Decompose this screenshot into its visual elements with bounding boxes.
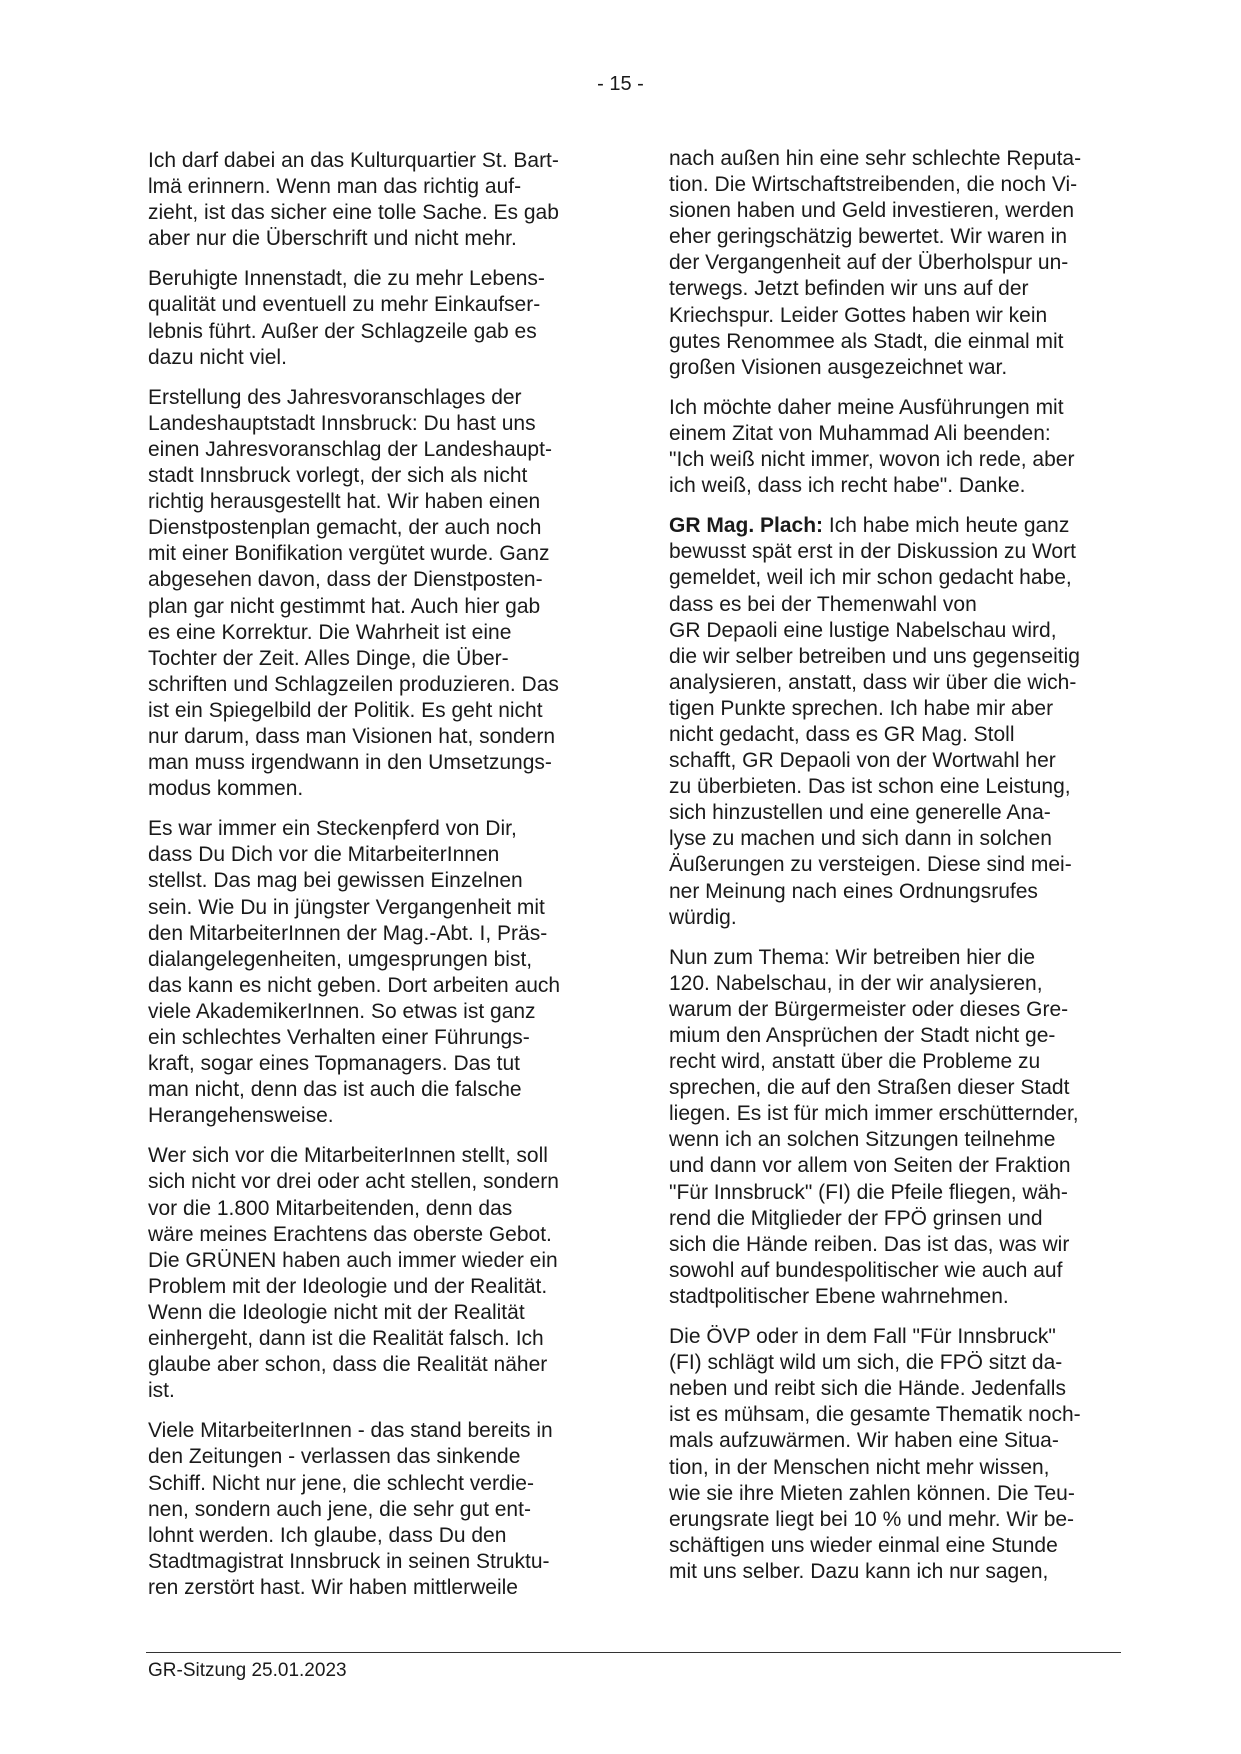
paragraph: Ich darf dabei an das Kulturquartier St. Bart- lmä erinnern. Wenn man das richtig auf- zieht, ist das sicher eine tolle Sache. Es gab aber nur die Überschrift und nicht mehr.: [148, 149, 559, 251]
footer-divider: [146, 1652, 1121, 1653]
page-number: - 15 -: [597, 73, 644, 95]
paragraph: Nun zum Thema: Wir betreiben hier die 120. Nabelschau, in der wir analysieren, warum der Bürgermeister oder dieses Gre- mium den Ansprüchen der Stadt nicht ge- recht wird, anstatt über die Probleme zu sprechen, die auf den Straßen dieser Stadt liegen. Es ist für mich immer erschütternder, wenn ich an solchen Sitzungen teilnehme und dann vor allem von Seiten der Fraktion "Für Innsbruck" (FI) die Pfeile fliegen, wäh- rend die Mitglieder der FPÖ grinsen und sich die Hände reiben. Das ist das, was wir sowohl auf bundespolitischer wie auch auf stadtpolitischer Ebene wahrnehmen.: [669, 945, 1079, 1308]
paragraph: nach außen hin eine sehr schlechte Reputa- tion. Die Wirtschaftstreibenden, die noch Vi- sionen haben und Geld investieren, werden eher geringschätzig bewertet. Wir waren in der Vergangenheit auf der Überholspur un- terwegs. Jetzt befinden wir uns auf der Kriechspur. Leider Gottes haben wir kein gutes Renommee als Stadt, die einmal mit großen Visionen ausgezeichnet war.: [669, 147, 1082, 379]
paragraph: Die ÖVP oder in dem Fall "Für Innsbruck" (FI) schlägt wild um sich, die FPÖ sitzt da- neben und reibt sich die Hände. Jedenfalls ist es mühsam, die gesamte Thematik noch- mals aufzuwärmen. Wir haben eine Situa- tion, in der Menschen nicht mehr wissen, wie sie ihre Mieten zahlen können. Die Teu- erungsrate liegt bei 10 % und mehr. Wir be- schäftigen uns wieder einmal eine Stunde mit uns selber. Dazu kann ich nur sagen,: [669, 1325, 1081, 1583]
footer-session-date: GR-Sitzung 25.01.2023: [148, 1660, 347, 1681]
paragraph: Erstellung des Jahresvoranschlages der Landeshauptstadt Innsbruck: Du hast uns einen Jahresvoranschlag der Landeshaupt- stadt Innsbruck vorlegt, der sich als nicht richtig herausgestellt hat. Wir haben einen Dienstpostenplan gemacht, der auch noch mit einer Bonifikation vergütet wurde. Ganz abgesehen davon, dass der Dienstposten- plan gar nicht gestimmt hat. Auch hier gab es eine Korrektur. Die Wahrheit ist eine Tochter der Zeit. Alles Dinge, die Über- schriften und Schlagzeilen produzieren. Das ist ein Spiegelbild der Politik. Es geht nicht nur darum, dass man Visionen hat, sondern man muss irgendwann in den Umsetzungs- modus kommen.: [148, 385, 559, 801]
speaker-paragraph: [669, 513, 1119, 931]
paragraph: Beruhigte Innenstadt, die zu mehr Lebens- qualität und eventuell zu mehr Einkaufser- lebnis führt. Außer der Schlagzeile gab es dazu nicht viel.: [148, 267, 545, 369]
left-column: [148, 148, 598, 1615]
paragraph: Ich möchte daher meine Ausführungen mit einem Zitat von Muhammad Ali beenden: "Ich weiß nicht immer, wovon ich rede, aber ich weiß, dass ich recht habe". Danke.: [669, 395, 1075, 498]
paragraph: Viele MitarbeiterInnen - das stand bereits in den Zeitungen - verlassen das sinkende Schiff. Nicht nur jene, die schlecht verdie- nen, sondern auch jene, die sehr gut ent- lohnt werden. Ich glaube, dass Du den Stadtmagistrat Innsbruck in seinen Struktu- ren zerstört hast. Wir haben mittlerweile: [148, 1419, 553, 1599]
speaker-text: Ich habe mich heute ganz bewusst spät erst in der Diskussion zu Wort gemeldet, weil ich mir schon gedacht habe, dass es bei der Themenwahl von GR Depaoli eine lustige Nabelschau wird, die wir selber betreiben und uns gegenseitig analysieren, anstatt, dass wir über die wich- tigen Punkte sprechen. Ich habe mir aber nicht gedacht, dass es GR Mag. Stoll schafft, GR Depaoli von der Wortwahl her zu überbieten. Das ist schon eine Leistung, sich hinzustellen und eine generelle Ana- lyse zu machen und sich dann in solchen Äußerungen zu versteigen. Diese sind mei- ner Meinung nach eines Ordnungsrufes würdig.: [669, 514, 1080, 929]
speaker-name: GR Mag. Plach:: [669, 514, 824, 538]
paragraph: Es war immer ein Steckenpferd von Dir, dass Du Dich vor die MitarbeiterInnen stellst. Das mag bei gewissen Einzelnen sein. Wie Du in jüngster Vergangenheit mit den MitarbeiterInnen der Mag.-Abt. I, Präs- dialangelegenheiten, umgesprungen bist, das kann es nicht geben. Dort arbeiten auch viele AkademikerInnen. So etwas ist ganz ein schlechtes Verhalten einer Führungs- kraft, sogar eines Topmanagers. Das tut man nicht, denn das ist auch die falsche Herangehensweise.: [148, 817, 561, 1128]
right-column: [669, 146, 1119, 1599]
paragraph: Wer sich vor die MitarbeiterInnen stellt, soll sich nicht vor drei oder acht stellen, sondern vor die 1.800 Mitarbeitenden, denn das wäre meines Erachtens das oberste Gebot. Die GRÜNEN haben auch immer wieder ein Problem mit der Ideologie und der Realität. Wenn die Ideologie nicht mit der Realität einhergeht, dann ist die Realität falsch. Ich glaube aber schon, dass die Realität näher ist.: [148, 1144, 559, 1403]
